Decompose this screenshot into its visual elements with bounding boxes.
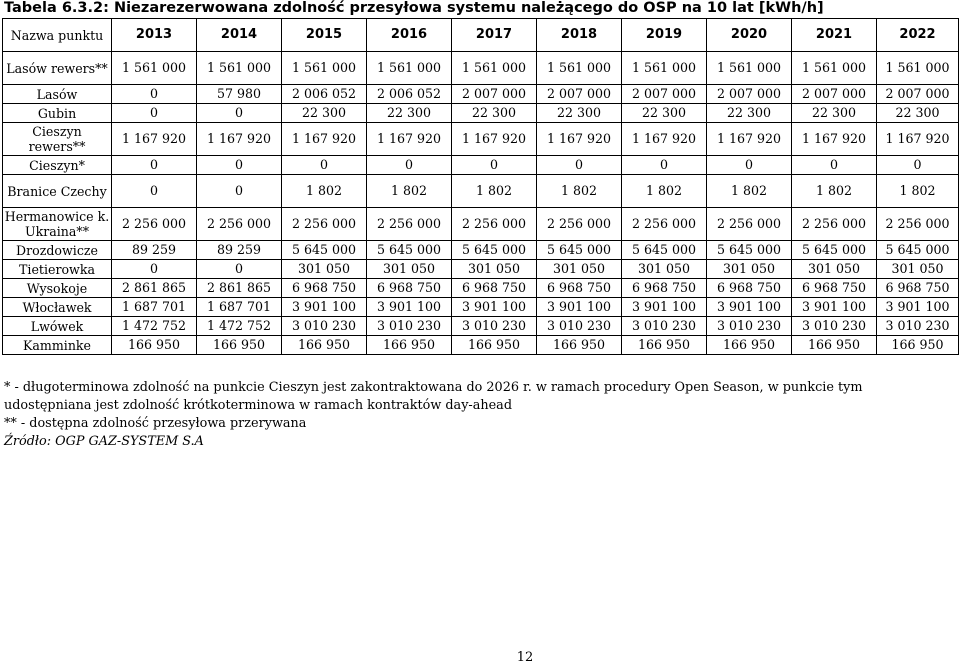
table-caption: Tabela 6.3.2: Niezarezerwowana zdolność przesyłowa systemu należącego do OSP na 10 lat [kWh/h] xyxy=(4,0,824,16)
capacity-value-cell: 301 050 xyxy=(282,260,367,279)
capacity-value-cell: 22 300 xyxy=(367,104,452,123)
point-name-cell: Kamminke xyxy=(3,336,112,355)
capacity-value-cell: 1 561 000 xyxy=(622,52,707,85)
capacity-value-cell: 3 010 230 xyxy=(537,317,622,336)
capacity-value-cell: 166 950 xyxy=(792,336,877,355)
capacity-value-cell: 0 xyxy=(112,156,197,175)
capacity-value-cell: 5 645 000 xyxy=(707,241,792,260)
column-header-year: 2019 xyxy=(622,19,707,52)
capacity-value-cell: 6 968 750 xyxy=(282,279,367,298)
capacity-value-cell: 301 050 xyxy=(792,260,877,279)
note-interruptible-capacity: ** - dostępna zdolność przesyłowa przerywana xyxy=(4,416,307,431)
capacity-value-cell: 1 472 752 xyxy=(197,317,282,336)
point-name-cell: Cieszyn rewers** xyxy=(3,123,112,156)
capacity-value-cell: 0 xyxy=(197,175,282,208)
table-row xyxy=(3,175,959,208)
capacity-value-cell: 3 010 230 xyxy=(622,317,707,336)
capacity-value-cell: 166 950 xyxy=(537,336,622,355)
column-header-year: 2015 xyxy=(282,19,367,52)
point-name-cell: Gubin xyxy=(3,104,112,123)
capacity-value-cell: 3 010 230 xyxy=(877,317,959,336)
capacity-value-cell: 6 968 750 xyxy=(537,279,622,298)
point-name-cell: Wysokoje xyxy=(3,279,112,298)
capacity-value-cell: 2 256 000 xyxy=(112,208,197,241)
capacity-value-cell: 166 950 xyxy=(877,336,959,355)
capacity-value-cell: 166 950 xyxy=(707,336,792,355)
capacity-value-cell: 166 950 xyxy=(367,336,452,355)
capacity-value-cell: 0 xyxy=(112,260,197,279)
point-name-cell: Cieszyn* xyxy=(3,156,112,175)
capacity-value-cell: 3 901 100 xyxy=(792,298,877,317)
capacity-value-cell: 1 561 000 xyxy=(537,52,622,85)
capacity-value-cell: 166 950 xyxy=(197,336,282,355)
point-name-cell: Włocławek xyxy=(3,298,112,317)
capacity-value-cell: 22 300 xyxy=(792,104,877,123)
capacity-value-cell: 89 259 xyxy=(112,241,197,260)
capacity-value-cell: 0 xyxy=(367,156,452,175)
point-name-cell: Drozdowicze xyxy=(3,241,112,260)
capacity-value-cell: 1 167 920 xyxy=(707,123,792,156)
capacity-value-cell: 301 050 xyxy=(367,260,452,279)
capacity-value-cell: 3 010 230 xyxy=(452,317,537,336)
capacity-value-cell: 0 xyxy=(282,156,367,175)
capacity-value-cell: 22 300 xyxy=(282,104,367,123)
capacity-value-cell: 2 861 865 xyxy=(197,279,282,298)
point-name-cell: Lwówek xyxy=(3,317,112,336)
capacity-value-cell: 1 167 920 xyxy=(622,123,707,156)
table-row xyxy=(3,52,959,85)
table-body xyxy=(3,52,959,355)
capacity-value-cell: 6 968 750 xyxy=(877,279,959,298)
capacity-value-cell: 301 050 xyxy=(537,260,622,279)
capacity-value-cell: 22 300 xyxy=(452,104,537,123)
column-header-point-name: Nazwa punktu xyxy=(3,19,112,52)
capacity-value-cell: 6 968 750 xyxy=(452,279,537,298)
capacity-value-cell: 22 300 xyxy=(877,104,959,123)
capacity-value-cell: 1 472 752 xyxy=(112,317,197,336)
table-row xyxy=(3,123,959,156)
capacity-value-cell: 0 xyxy=(112,85,197,104)
capacity-value-cell: 2 861 865 xyxy=(112,279,197,298)
table-row xyxy=(3,317,959,336)
capacity-value-cell: 3 901 100 xyxy=(452,298,537,317)
capacity-value-cell: 301 050 xyxy=(622,260,707,279)
table-row xyxy=(3,260,959,279)
capacity-value-cell: 5 645 000 xyxy=(282,241,367,260)
capacity-value-cell: 1 561 000 xyxy=(452,52,537,85)
capacity-value-cell: 3 010 230 xyxy=(282,317,367,336)
capacity-value-cell: 57 980 xyxy=(197,85,282,104)
capacity-value-cell: 1 561 000 xyxy=(707,52,792,85)
capacity-value-cell: 3 901 100 xyxy=(367,298,452,317)
capacity-value-cell: 301 050 xyxy=(877,260,959,279)
capacity-value-cell: 2 256 000 xyxy=(282,208,367,241)
capacity-value-cell: 1 561 000 xyxy=(877,52,959,85)
capacity-value-cell: 1 802 xyxy=(452,175,537,208)
capacity-value-cell: 1 167 920 xyxy=(452,123,537,156)
capacity-value-cell: 6 968 750 xyxy=(707,279,792,298)
capacity-value-cell: 0 xyxy=(197,104,282,123)
capacity-value-cell: 166 950 xyxy=(622,336,707,355)
capacity-value-cell: 5 645 000 xyxy=(622,241,707,260)
table-row xyxy=(3,156,959,175)
capacity-value-cell: 0 xyxy=(707,156,792,175)
table-header-row xyxy=(3,19,959,52)
capacity-value-cell: 0 xyxy=(452,156,537,175)
table-row xyxy=(3,104,959,123)
table-notes xyxy=(4,379,954,451)
capacity-value-cell: 1 802 xyxy=(622,175,707,208)
capacity-value-cell: 0 xyxy=(622,156,707,175)
capacity-value-cell: 1 561 000 xyxy=(792,52,877,85)
capacity-value-cell: 3 010 230 xyxy=(792,317,877,336)
capacity-value-cell: 1 687 701 xyxy=(112,298,197,317)
capacity-value-cell: 5 645 000 xyxy=(792,241,877,260)
capacity-value-cell: 3 901 100 xyxy=(537,298,622,317)
capacity-value-cell: 1 687 701 xyxy=(197,298,282,317)
source-note: Źródło: OGP GAZ-SYSTEM S.A xyxy=(4,434,204,449)
capacity-value-cell: 1 167 920 xyxy=(792,123,877,156)
capacity-value-cell: 166 950 xyxy=(452,336,537,355)
capacity-value-cell: 0 xyxy=(792,156,877,175)
capacity-value-cell: 1 561 000 xyxy=(197,52,282,85)
capacity-value-cell: 5 645 000 xyxy=(537,241,622,260)
capacity-value-cell: 1 167 920 xyxy=(197,123,282,156)
point-name-cell: Lasów xyxy=(3,85,112,104)
capacity-value-cell: 3 010 230 xyxy=(367,317,452,336)
capacity-value-cell: 1 802 xyxy=(537,175,622,208)
capacity-value-cell: 3 901 100 xyxy=(622,298,707,317)
capacity-value-cell: 2 007 000 xyxy=(622,85,707,104)
table-row xyxy=(3,208,959,241)
capacity-value-cell: 2 256 000 xyxy=(707,208,792,241)
column-header-year: 2017 xyxy=(452,19,537,52)
capacity-value-cell: 5 645 000 xyxy=(877,241,959,260)
column-header-year: 2018 xyxy=(537,19,622,52)
capacity-value-cell: 1 561 000 xyxy=(282,52,367,85)
table-row xyxy=(3,279,959,298)
capacity-value-cell: 2 007 000 xyxy=(707,85,792,104)
point-name-cell: Lasów rewers** xyxy=(3,52,112,85)
capacity-value-cell: 166 950 xyxy=(112,336,197,355)
capacity-value-cell: 0 xyxy=(197,260,282,279)
capacity-value-cell: 3 901 100 xyxy=(877,298,959,317)
capacity-value-cell: 22 300 xyxy=(622,104,707,123)
capacity-value-cell: 3 901 100 xyxy=(707,298,792,317)
capacity-value-cell: 0 xyxy=(197,156,282,175)
capacity-value-cell: 1 561 000 xyxy=(367,52,452,85)
capacity-value-cell: 5 645 000 xyxy=(452,241,537,260)
column-header-year: 2013 xyxy=(112,19,197,52)
capacity-value-cell: 2 256 000 xyxy=(792,208,877,241)
table-row xyxy=(3,241,959,260)
capacity-value-cell: 2 006 052 xyxy=(367,85,452,104)
point-name-cell: Branice Czechy xyxy=(3,175,112,208)
capacity-value-cell: 2 256 000 xyxy=(877,208,959,241)
capacity-value-cell: 3 010 230 xyxy=(707,317,792,336)
capacity-value-cell: 2 006 052 xyxy=(282,85,367,104)
column-header-year: 2021 xyxy=(792,19,877,52)
capacity-value-cell: 2 007 000 xyxy=(537,85,622,104)
capacity-value-cell: 2 256 000 xyxy=(452,208,537,241)
point-name-cell: Tietierowka xyxy=(3,260,112,279)
capacity-value-cell: 0 xyxy=(877,156,959,175)
capacity-value-cell: 3 901 100 xyxy=(282,298,367,317)
capacity-value-cell: 22 300 xyxy=(707,104,792,123)
capacity-value-cell: 166 950 xyxy=(282,336,367,355)
capacity-value-cell: 2 007 000 xyxy=(792,85,877,104)
capacity-value-cell: 1 802 xyxy=(367,175,452,208)
table-row xyxy=(3,85,959,104)
capacity-value-cell: 1 802 xyxy=(877,175,959,208)
point-name-cell: Hermanowice k. Ukraina** xyxy=(3,208,112,241)
capacity-value-cell: 1 561 000 xyxy=(112,52,197,85)
column-header-year: 2014 xyxy=(197,19,282,52)
capacity-table xyxy=(2,18,959,355)
capacity-value-cell: 2 007 000 xyxy=(877,85,959,104)
column-header-year: 2020 xyxy=(707,19,792,52)
table-row xyxy=(3,298,959,317)
capacity-value-cell: 2 007 000 xyxy=(452,85,537,104)
table-row xyxy=(3,336,959,355)
capacity-value-cell: 1 167 920 xyxy=(877,123,959,156)
capacity-value-cell: 301 050 xyxy=(452,260,537,279)
column-header-year: 2016 xyxy=(367,19,452,52)
capacity-value-cell: 2 256 000 xyxy=(537,208,622,241)
capacity-value-cell: 6 968 750 xyxy=(792,279,877,298)
capacity-value-cell: 2 256 000 xyxy=(367,208,452,241)
note-long-term-capacity-line-1: * - długoterminowa zdolność na punkcie Cieszyn jest zakontraktowana do 2026 r. w ramach procedury Open Season, w punkcie tym xyxy=(4,380,863,395)
capacity-value-cell: 1 167 920 xyxy=(282,123,367,156)
capacity-value-cell: 0 xyxy=(112,175,197,208)
capacity-value-cell: 22 300 xyxy=(537,104,622,123)
capacity-value-cell: 0 xyxy=(112,104,197,123)
capacity-value-cell: 1 802 xyxy=(282,175,367,208)
capacity-value-cell: 6 968 750 xyxy=(367,279,452,298)
capacity-value-cell: 5 645 000 xyxy=(367,241,452,260)
capacity-value-cell: 1 167 920 xyxy=(367,123,452,156)
capacity-value-cell: 1 802 xyxy=(707,175,792,208)
column-header-year: 2022 xyxy=(877,19,959,52)
page-number: 12 xyxy=(516,650,534,665)
capacity-value-cell: 2 256 000 xyxy=(622,208,707,241)
capacity-value-cell: 2 256 000 xyxy=(197,208,282,241)
capacity-value-cell: 1 167 920 xyxy=(537,123,622,156)
note-long-term-capacity-line-2: udostępniana jest zdolność krótkoterminowa w ramach kontraktów day-ahead xyxy=(4,398,513,413)
capacity-value-cell: 6 968 750 xyxy=(622,279,707,298)
capacity-value-cell: 1 802 xyxy=(792,175,877,208)
capacity-value-cell: 301 050 xyxy=(707,260,792,279)
capacity-value-cell: 1 167 920 xyxy=(112,123,197,156)
capacity-value-cell: 0 xyxy=(537,156,622,175)
capacity-value-cell: 89 259 xyxy=(197,241,282,260)
